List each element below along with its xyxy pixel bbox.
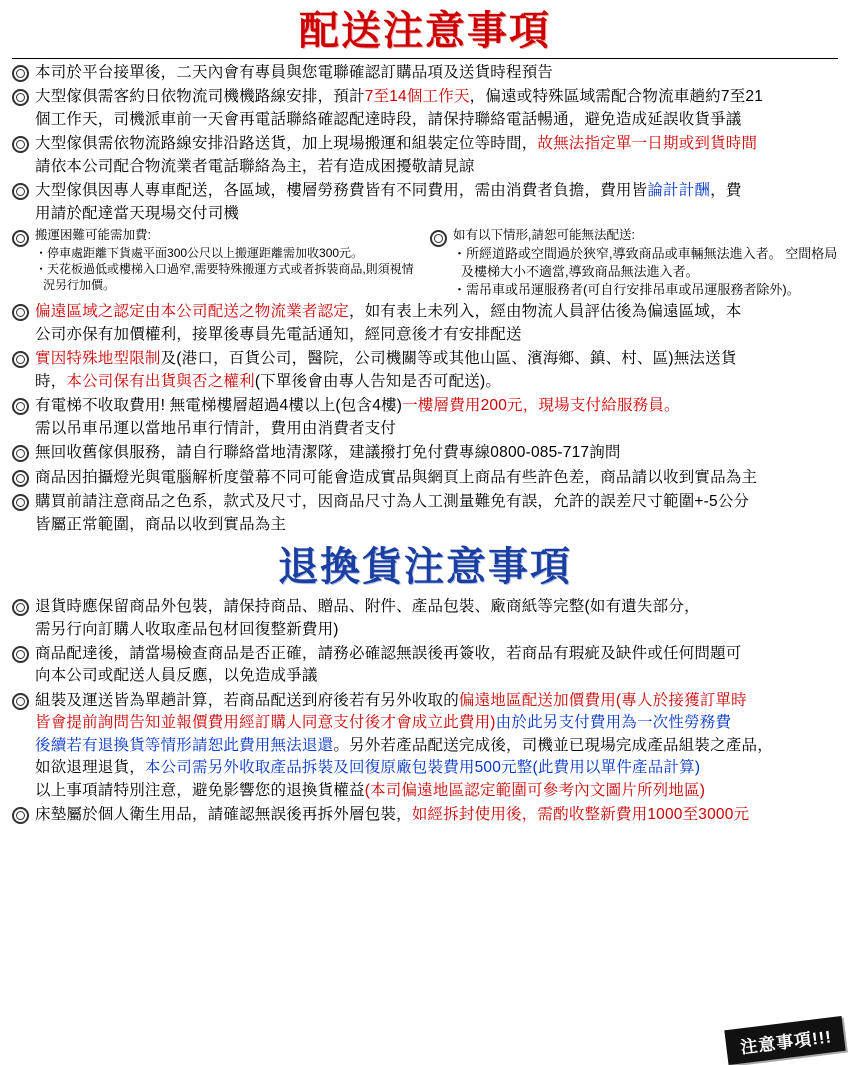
notice-line [35, 324, 838, 346]
bullet-icon [12, 470, 29, 487]
notice-text-span: 實因特殊地型限制 [35, 350, 161, 368]
notice-line [35, 418, 838, 440]
notice-item [12, 690, 838, 802]
cannot-deliver-bullets [453, 245, 838, 300]
notice-line [35, 690, 838, 712]
shipping-notice-title: 配送注意事項 [299, 9, 551, 53]
notice-item-text [35, 301, 838, 346]
notice-text-span: 以上事項請特別注意，避免影響您的退換貨權益 [35, 781, 365, 799]
notice-text-span: 個工作天，司機派車前一天會再電話聯絡確認配達時段，請保持聯絡電話暢通，避免造成延誤收貨爭議 [35, 110, 742, 128]
notice-line [35, 86, 838, 108]
notice-line [35, 780, 838, 802]
bullet-icon [12, 351, 29, 368]
notice-line [35, 619, 838, 641]
notice-text-span: 需以吊車吊運以當地吊車行情計，費用由消費者支付 [35, 419, 397, 437]
bullet-icon [12, 807, 29, 824]
notice-line [35, 180, 838, 202]
notice-item-text [35, 467, 838, 489]
notice-text-span: 論計計酬 [647, 182, 711, 200]
notice-text-span: 本公司需另外收取產品拆裝及回復原廠包裝費用500元整(此費用以單件產品計算) [144, 759, 701, 777]
notice-line [35, 371, 838, 393]
sub-bullet-item: ・ 所經道路或空間過於狹窄,導致商品或車輛無法進入者。 空間格局及樓梯大小不適當,導致商品無法進入者。 [453, 245, 838, 281]
notice-text-span: 皆屬正常範圍，商品以收到實品為主 [35, 515, 287, 533]
notice-text-span: 。另外若產品配送完成後，司機並已現場完成產品組裝之產品， [333, 736, 773, 754]
notice-item [12, 467, 838, 489]
notice-text-span: 故無法指定單一日期或到貨時間 [537, 135, 758, 153]
returns-notice-list [12, 596, 838, 827]
notice-item [12, 442, 838, 464]
notice-text-span: 用請於配達當天現場交付司機 [35, 204, 240, 222]
notice-item-text [35, 86, 838, 131]
notice-item-text [35, 643, 838, 688]
bullet-icon [12, 230, 29, 247]
notice-item [12, 86, 838, 131]
notice-item [12, 301, 838, 346]
notice-line [35, 348, 838, 370]
notice-line [35, 757, 838, 779]
notice-text-span: 時， [35, 372, 67, 390]
bullet-icon [12, 494, 29, 511]
notice-text-span: 7至14個工作天 [364, 88, 470, 106]
notice-item-text [35, 62, 838, 84]
notice-text-span: 商品配達後，請當場檢查商品是否正確，請務必確認無誤後再簽收，若商品有瑕疵及缺件或任何問題可 [35, 644, 742, 662]
bullet-icon [12, 599, 29, 616]
divider [12, 58, 838, 59]
shipping-notice-list-2 [12, 301, 838, 536]
bullet-icon [12, 445, 29, 462]
notice-item-text [35, 133, 838, 178]
notice-line [35, 156, 838, 178]
notice-item-text [35, 180, 838, 225]
sub-bullet-item: ・ 天花板過低或樓梯入口過窄,需要特殊搬運方式或者拆裝商品,則須視情況另行加價。 [35, 261, 420, 293]
difficult-move-heading: 搬運困難可能需加費: [35, 228, 151, 243]
notice-text-span: 向本公司或配送人員反應，以免造成爭議 [35, 667, 318, 685]
notice-text-span: 公司亦保有加價權利，接單後專員先電話通知，經同意後才有安排配送 [35, 325, 522, 343]
bullet-icon [430, 230, 447, 247]
notice-item [12, 804, 838, 826]
notice-item [12, 62, 838, 84]
notice-item-text [35, 395, 838, 440]
bullet-icon [12, 693, 29, 710]
notice-line [35, 203, 838, 225]
notice-text-span: 後續若有退換貨等情形請恕此費用無法退還 [35, 736, 334, 754]
notice-item [12, 596, 838, 641]
notice-line [35, 665, 838, 687]
notice-line [35, 491, 838, 513]
notice-line [35, 735, 838, 757]
bullet-icon [12, 65, 29, 82]
notice-item [12, 395, 838, 440]
notice-item-text [35, 596, 838, 641]
notice-item [12, 180, 838, 225]
notice-item-text [35, 491, 838, 536]
bullet-icon [12, 398, 29, 415]
bullet-icon [12, 89, 29, 106]
notice-text-span: 大型傢俱因專人專車配送，各區域，樓層勞務費皆有不同費用，需由消費者負擔，費用皆 [35, 182, 648, 200]
notice-text-span: 本司於平台接單後，二天內會有專員與您電聯確認訂購品項及送貨時程預告 [35, 64, 554, 81]
notice-item-text [35, 348, 838, 393]
notice-text-span: 組裝及運送皆為單趟計算，若商品配送到府後若有另外收取的 [35, 691, 459, 709]
notice-text-span: 需另行向訂購人收取產品包材回復整新費用) [35, 620, 339, 638]
notice-line [35, 133, 838, 155]
sub-bullet-item: ・ 停車處距離下貨處平面300公尺以上搬運距離需加收300元。 [35, 245, 420, 261]
bullet-icon [12, 183, 29, 200]
notice-line [35, 712, 838, 734]
notice-text-span: 由於此另支付費用為一次性勞務費 [495, 714, 732, 732]
notice-item [12, 133, 838, 178]
bullet-icon [12, 646, 29, 663]
notice-text-span: 請依本公司配合物流業者電話聯絡為主，若有造成困擾敬請見諒 [35, 157, 475, 175]
notice-item-text [35, 442, 838, 464]
cannot-deliver-column [430, 227, 838, 299]
notice-text-span: ，費 [710, 182, 742, 200]
notice-line [35, 62, 838, 84]
notice-text-span: 購買前請注意商品之色系，款式及尺寸，因商品尺寸為人工測量難免有誤，允許的誤差尺寸範圍+-5公分 [35, 493, 750, 511]
notice-text-span: 及(港口，百貨公司，醫院，公司機關等或其他山區、濱海鄉、鎮、村、區)無法送貨 [160, 350, 737, 368]
notice-text-span: 無回收舊傢俱服務，請自行聯絡當地清潔隊，建議撥打免付費專線0800-085-717詢問 [35, 444, 621, 462]
notice-line [35, 301, 838, 323]
notice-text-span: 床墊屬於個人衛生用品，請確認無誤後再拆外層包裝， [35, 806, 412, 824]
notice-text-span: 商品因拍攝燈光與電腦解析度螢幕不同可能會造成實品與網頁上商品有些許色差，商品請以收到實品為主 [35, 468, 758, 486]
returns-notice-title: 退換貨注意事項 [278, 545, 572, 590]
notice-line [35, 395, 838, 417]
notice-text-span: 有電梯不收取費用! 無電梯樓層超過4樓以上(包含4樓) [35, 397, 403, 415]
notice-text-span: (本司偏遠地區認定範圍可參考內文圖片所列地區) [364, 781, 706, 799]
notice-line [35, 596, 838, 618]
notice-text-span: 如欲退理退貨， [35, 759, 145, 777]
shipping-notice-list [12, 62, 838, 225]
difficult-move-bullets [35, 245, 420, 294]
bullet-icon [12, 136, 29, 153]
notice-text-span: 退貨時應保留商品外包裝，請保持商品、贈品、附件、產品包裝、廠商紙等完整(如有遺失部分， [35, 598, 700, 616]
difficult-move-column [12, 227, 420, 293]
notice-text-span: 皆會提前詢問告知並報價費用經訂購人同意支付後才會成立此費用) [35, 714, 496, 732]
notice-text-span: (下單後會由專人告知是否可配送)。 [254, 372, 502, 390]
sub-bullet-item: ・ 需吊車或吊運服務者(可自行安排吊車或吊運服務者除外)。 [453, 281, 838, 299]
attention-stamp: 注意事項!!! [724, 1016, 845, 1065]
notice-text-span: ，偏遠或特殊區域需配合物流車趟約7至21 [469, 88, 764, 106]
notice-text-span: 偏遠地區配送加價費用(專人於接獲訂單時 [458, 691, 747, 709]
notice-item [12, 348, 838, 393]
notice-text-span: 本公司保有出貨與否之權利 [66, 372, 255, 390]
notice-line [35, 109, 838, 131]
notice-item [12, 643, 838, 688]
notice-line [35, 804, 838, 826]
notice-item-text [35, 690, 838, 802]
notice-line [35, 442, 838, 464]
notice-line [35, 467, 838, 489]
cannot-deliver-heading: 如有以下情形,請恕可能無法配送: [453, 228, 635, 243]
notice-item [12, 491, 838, 536]
shipping-difficulty-row [12, 227, 838, 299]
notice-text-span: 大型傢俱需客約日依物流司機機路線安排，預計 [35, 88, 365, 106]
notice-text-span: 一樓層費用200元，現場支付給服務員。 [402, 397, 680, 415]
notice-text-span: 大型傢俱需依物流路線安排沿路送貨，加上現場搬運和組裝定位等時間， [35, 135, 538, 153]
notice-line [35, 643, 838, 665]
notice-item-text [35, 804, 838, 826]
notice-line [35, 514, 838, 536]
notice-text-span: 如經拆封使用後，需酌收整新費用1000至3000元 [411, 806, 750, 824]
notice-text-span: 偏遠區域之認定由本公司配送之物流業者認定 [35, 303, 350, 321]
bullet-icon [12, 304, 29, 321]
notice-text-span: ，如有表上未列入，經由物流人員評估後為偏遠區域，本 [349, 303, 742, 321]
